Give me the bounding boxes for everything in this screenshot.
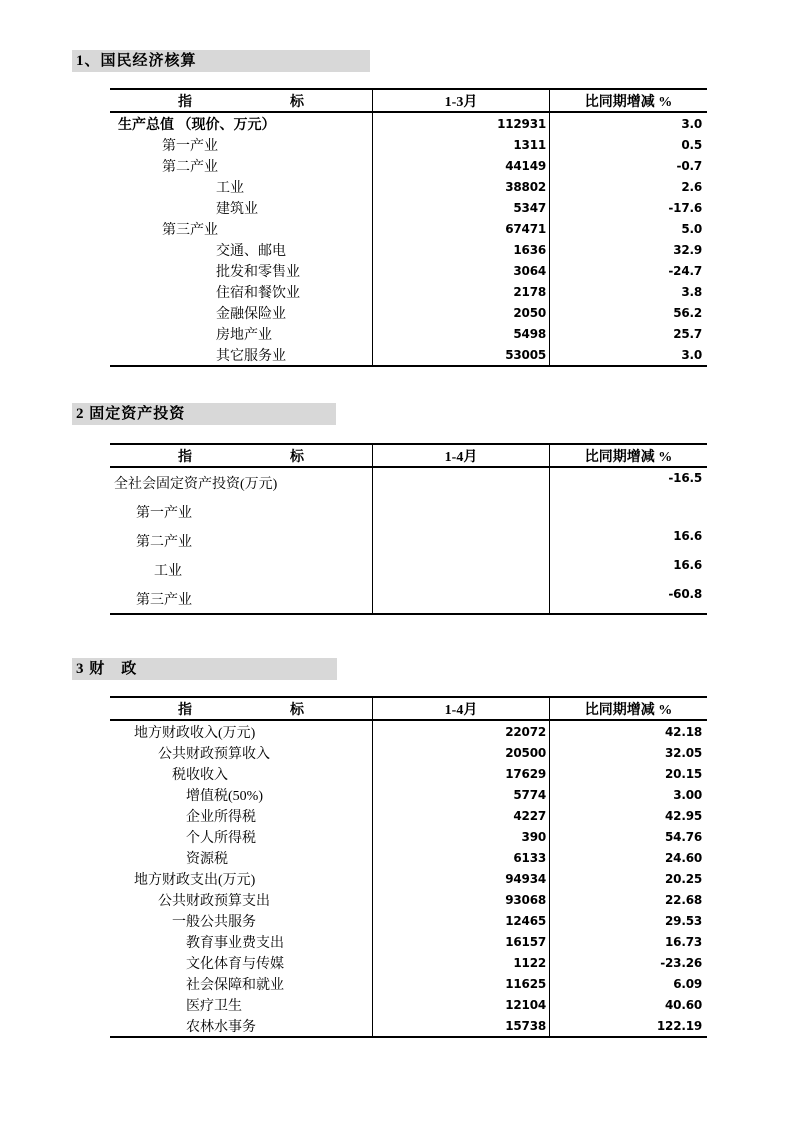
- table-body: [110, 721, 707, 1036]
- change-cell: -24.7: [549, 260, 707, 281]
- change-cell: 24.60: [549, 847, 707, 868]
- value-cell: 1311: [372, 134, 549, 155]
- table-row: [110, 113, 707, 134]
- value-cell: 12465: [372, 910, 549, 931]
- change-cell: 40.60: [549, 994, 707, 1015]
- value-cell: 93068: [372, 889, 549, 910]
- table-row: [110, 910, 707, 931]
- change-cell: 32.05: [549, 742, 707, 763]
- table-row: [110, 526, 707, 555]
- indicator-cell: 第一产业: [162, 138, 218, 154]
- indicator-cell: 第三产业: [136, 592, 192, 608]
- section-fixed-asset-investment: [72, 403, 707, 615]
- indicator-cell: 社会保障和就业: [186, 977, 284, 993]
- change-cell: 3.0: [549, 344, 707, 365]
- table-row: [110, 742, 707, 763]
- value-cell: 38802: [372, 176, 549, 197]
- value-cell: 16157: [372, 931, 549, 952]
- change-cell: -60.8: [549, 584, 707, 613]
- indicator-cell: 第二产业: [136, 534, 192, 550]
- value-cell: 22072: [372, 721, 549, 742]
- table-body: [110, 113, 707, 365]
- indicator-cell: 房地产业: [216, 327, 272, 343]
- value-cell: 53005: [372, 344, 549, 365]
- change-cell: 6.09: [549, 973, 707, 994]
- change-cell: 5.0: [549, 218, 707, 239]
- header-indicator: 指 标: [178, 449, 304, 465]
- value-cell: 3064: [372, 260, 549, 281]
- indicator-cell: 建筑业: [216, 201, 258, 217]
- indicator-cell: 其它服务业: [216, 348, 286, 364]
- value-cell: [372, 526, 549, 555]
- section-title: 3 财 政: [72, 658, 337, 680]
- change-cell: 42.18: [549, 721, 707, 742]
- table-body: [110, 468, 707, 613]
- indicator-cell: 公共财政预算收入: [158, 746, 270, 762]
- change-cell: 2.6: [549, 176, 707, 197]
- data-table: [110, 88, 707, 367]
- indicator-cell: 生产总值 （现价、万元）: [118, 117, 276, 133]
- change-cell: -0.7: [549, 155, 707, 176]
- value-cell: 5347: [372, 197, 549, 218]
- change-cell: 20.15: [549, 763, 707, 784]
- header-indicator: 指 标: [178, 702, 304, 718]
- value-cell: 6133: [372, 847, 549, 868]
- change-cell: 29.53: [549, 910, 707, 931]
- value-cell: 15738: [372, 1015, 549, 1036]
- table-row: [110, 584, 707, 613]
- change-cell: 42.95: [549, 805, 707, 826]
- data-table: [110, 696, 707, 1038]
- change-cell: 20.25: [549, 868, 707, 889]
- table-row: [110, 197, 707, 218]
- value-cell: [372, 468, 549, 497]
- table-header-row: [110, 698, 707, 721]
- table-row: [110, 497, 707, 526]
- indicator-cell: 第三产业: [162, 222, 218, 238]
- value-cell: 112931: [372, 113, 549, 134]
- indicator-cell: 交通、邮电: [216, 243, 286, 259]
- indicator-cell: 教育事业费支出: [186, 935, 284, 951]
- table-row: [110, 555, 707, 584]
- table-row: [110, 931, 707, 952]
- change-cell: 22.68: [549, 889, 707, 910]
- indicator-cell: 金融保险业: [216, 306, 286, 322]
- table-row: [110, 134, 707, 155]
- table-row: [110, 260, 707, 281]
- value-cell: 12104: [372, 994, 549, 1015]
- indicator-cell: 公共财政预算支出: [158, 893, 270, 909]
- table-row: [110, 218, 707, 239]
- table-row: [110, 155, 707, 176]
- change-cell: -17.6: [549, 197, 707, 218]
- table-row: [110, 468, 707, 497]
- value-cell: 94934: [372, 868, 549, 889]
- table-row: [110, 323, 707, 344]
- change-cell: 3.0: [549, 113, 707, 134]
- value-cell: 2050: [372, 302, 549, 323]
- change-cell: 54.76: [549, 826, 707, 847]
- indicator-cell: 工业: [154, 563, 182, 579]
- change-cell: 56.2: [549, 302, 707, 323]
- table-row: [110, 973, 707, 994]
- table-row: [110, 344, 707, 365]
- indicator-cell: 个人所得税: [186, 830, 256, 846]
- table-row: [110, 826, 707, 847]
- section-title: 2 固定资产投资: [72, 403, 336, 425]
- change-cell: 122.19: [549, 1015, 707, 1036]
- header-indicator: 指 标: [178, 94, 304, 110]
- value-cell: 67471: [372, 218, 549, 239]
- indicator-cell: 批发和零售业: [216, 264, 300, 280]
- value-cell: 17629: [372, 763, 549, 784]
- value-cell: 4227: [372, 805, 549, 826]
- value-cell: 44149: [372, 155, 549, 176]
- indicator-cell: 农林水事务: [186, 1019, 256, 1035]
- value-cell: [372, 497, 549, 526]
- indicator-cell: 地方财政收入(万元): [134, 725, 256, 741]
- change-cell: -16.5: [549, 468, 707, 497]
- table-header-row: [110, 90, 707, 113]
- change-cell: 0.5: [549, 134, 707, 155]
- header-period: 1-4月: [372, 698, 549, 719]
- section-finance: [72, 658, 707, 1038]
- data-table: [110, 443, 707, 615]
- table-row: [110, 239, 707, 260]
- indicator-cell: 资源税: [186, 851, 228, 867]
- table-row: [110, 784, 707, 805]
- indicator-cell: 增值税(50%): [186, 788, 263, 804]
- indicator-cell: 工业: [216, 180, 244, 196]
- value-cell: 390: [372, 826, 549, 847]
- change-cell: 3.00: [549, 784, 707, 805]
- header-change: 比同期增减 %: [549, 90, 707, 111]
- indicator-cell: 第二产业: [162, 159, 218, 175]
- indicator-cell: 住宿和餐饮业: [216, 285, 300, 301]
- value-cell: 1636: [372, 239, 549, 260]
- change-cell: 16.73: [549, 931, 707, 952]
- header-period: 1-4月: [372, 445, 549, 466]
- indicator-cell: 地方财政支出(万元): [134, 872, 256, 888]
- indicator-cell: 税收收入: [172, 767, 228, 783]
- value-cell: [372, 584, 549, 613]
- table-row: [110, 868, 707, 889]
- table-row: [110, 952, 707, 973]
- table-row: [110, 847, 707, 868]
- change-cell: [549, 497, 707, 526]
- value-cell: 11625: [372, 973, 549, 994]
- header-period: 1-3月: [372, 90, 549, 111]
- change-cell: 32.9: [549, 239, 707, 260]
- table-row: [110, 281, 707, 302]
- value-cell: 20500: [372, 742, 549, 763]
- section-national-accounts: [72, 50, 707, 367]
- table-row: [110, 889, 707, 910]
- table-row: [110, 805, 707, 826]
- indicator-cell: 第一产业: [136, 505, 192, 521]
- indicator-cell: 企业所得税: [186, 809, 256, 825]
- section-title: 1、国民经济核算: [72, 50, 370, 72]
- indicator-cell: 医疗卫生: [186, 998, 242, 1014]
- indicator-cell: 一般公共服务: [172, 914, 256, 930]
- table-row: [110, 994, 707, 1015]
- value-cell: 5498: [372, 323, 549, 344]
- indicator-cell: 全社会固定资产投资(万元): [114, 476, 278, 492]
- header-change: 比同期增减 %: [549, 445, 707, 466]
- change-cell: 16.6: [549, 526, 707, 555]
- table-row: [110, 763, 707, 784]
- value-cell: 5774: [372, 784, 549, 805]
- change-cell: 16.6: [549, 555, 707, 584]
- table-row: [110, 1015, 707, 1036]
- value-cell: 1122: [372, 952, 549, 973]
- table-row: [110, 176, 707, 197]
- header-change: 比同期增减 %: [549, 698, 707, 719]
- change-cell: 3.8: [549, 281, 707, 302]
- value-cell: 2178: [372, 281, 549, 302]
- indicator-cell: 文化体育与传媒: [186, 956, 284, 972]
- change-cell: -23.26: [549, 952, 707, 973]
- table-row: [110, 721, 707, 742]
- table-header-row: [110, 445, 707, 468]
- value-cell: [372, 555, 549, 584]
- table-row: [110, 302, 707, 323]
- change-cell: 25.7: [549, 323, 707, 344]
